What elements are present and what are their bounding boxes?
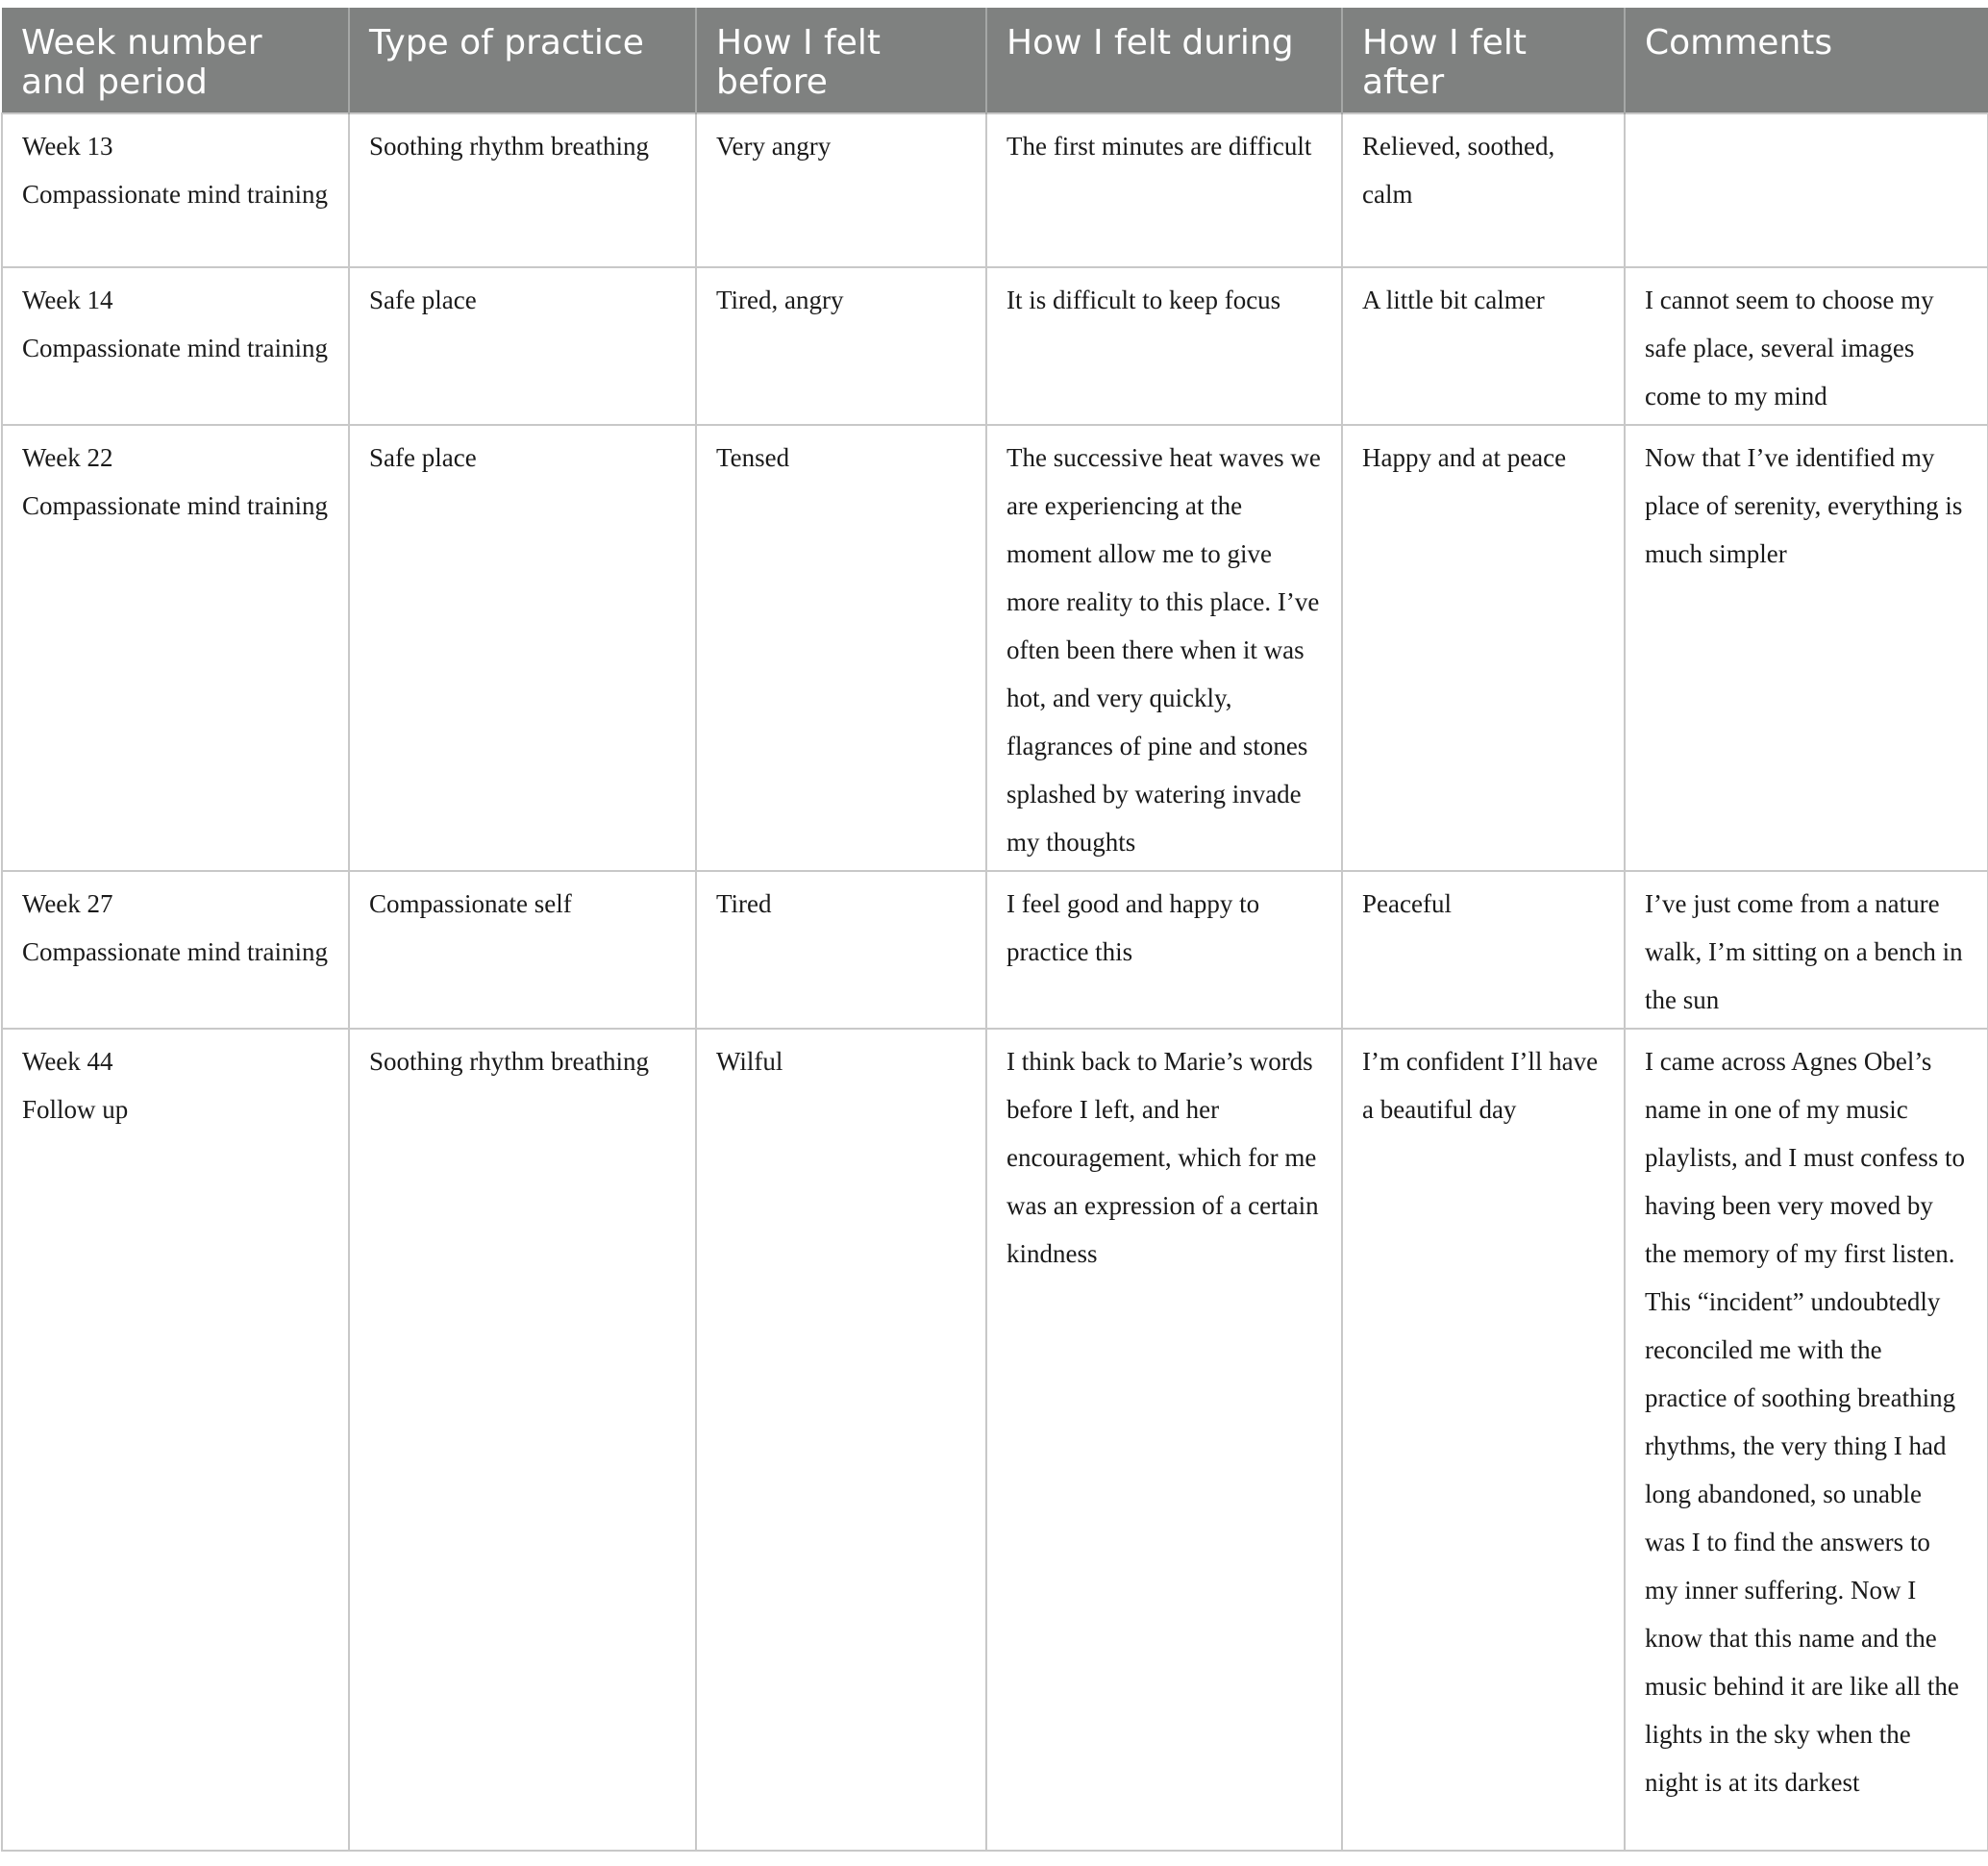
cell-week-period (2, 113, 349, 267)
header-felt-before: How I felt before (696, 8, 986, 113)
cell-comments: Now that I’ve identified my place of serenity, everything is much simpler (1625, 425, 1988, 871)
cell-practice: Compassionate self (349, 871, 696, 1029)
cell-practice: Safe place (349, 425, 696, 871)
table-row (2, 1029, 1988, 1851)
week-label: Week 44 (22, 1047, 113, 1076)
week-label: Week 14 (22, 286, 113, 314)
period-label: Compassionate mind training (22, 334, 328, 362)
cell-comments: I’ve just come from a nature walk, I’m sitting on a bench in the sun (1625, 871, 1988, 1029)
table-body (2, 113, 1988, 1851)
cell-week-period (2, 425, 349, 871)
practice-journal-table (1, 8, 1988, 1852)
cell-comments (1625, 113, 1988, 267)
cell-before: Tensed (696, 425, 986, 871)
cell-practice: Safe place (349, 267, 696, 425)
cell-practice: Soothing rhythm breathing (349, 1029, 696, 1851)
header-row (2, 8, 1988, 113)
week-label: Week 13 (22, 132, 113, 161)
cell-after: Relieved, soothed, calm (1342, 113, 1625, 267)
cell-comments: I cannot seem to choose my safe place, several images come to my mind (1625, 267, 1988, 425)
week-label: Week 22 (22, 443, 113, 472)
period-label: Compassionate mind training (22, 180, 328, 209)
period-label: Compassionate mind training (22, 491, 328, 520)
header-week-period: Week number and period (2, 8, 349, 113)
cell-during: I think back to Marie’s words before I left, and her encouragement, which for me was an expression of a certain kindness (986, 1029, 1342, 1851)
cell-practice: Soothing rhythm breathing (349, 113, 696, 267)
cell-before: Tired, angry (696, 267, 986, 425)
cell-during: The successive heat waves we are experiencing at the moment allow me to give more reality to this place. I’ve often been there when it was hot, and very quickly, flagrances of pine and stones splashed by watering invade my thoughts (986, 425, 1342, 871)
table-header (2, 8, 1988, 113)
period-label: Follow up (22, 1095, 129, 1124)
table-row (2, 871, 1988, 1029)
table-row (2, 425, 1988, 871)
cell-week-period (2, 871, 349, 1029)
cell-after: A little bit calmer (1342, 267, 1625, 425)
cell-during: I feel good and happy to practice this (986, 871, 1342, 1029)
header-practice-type: Type of practice (349, 8, 696, 113)
cell-before: Wilful (696, 1029, 986, 1851)
cell-before: Very angry (696, 113, 986, 267)
table-row (2, 267, 1988, 425)
cell-comments: I came across Agnes Obel’s name in one of my music playlists, and I must confess to having been very moved by the memory of my first listen. This “incident” undoubtedly reconciled me with the practice of soothing breathing rhythms, the very thing I had long abandoned, so unable was I to find the answers to my inner suffering. Now I know that this name and the music behind it are like all the lights in the sky when the night is at its darkest (1625, 1029, 1988, 1851)
cell-after: I’m confident I’ll have a beautiful day (1342, 1029, 1625, 1851)
period-label: Compassionate mind training (22, 937, 328, 966)
cell-week-period (2, 1029, 349, 1851)
header-comments: Comments (1625, 8, 1988, 113)
header-felt-during: How I felt during (986, 8, 1342, 113)
week-label: Week 27 (22, 889, 113, 918)
cell-during: It is difficult to keep focus (986, 267, 1342, 425)
cell-after: Peaceful (1342, 871, 1625, 1029)
cell-before: Tired (696, 871, 986, 1029)
cell-week-period (2, 267, 349, 425)
table-row (2, 113, 1988, 267)
cell-during: The first minutes are difficult (986, 113, 1342, 267)
header-felt-after: How I felt after (1342, 8, 1625, 113)
cell-after: Happy and at peace (1342, 425, 1625, 871)
